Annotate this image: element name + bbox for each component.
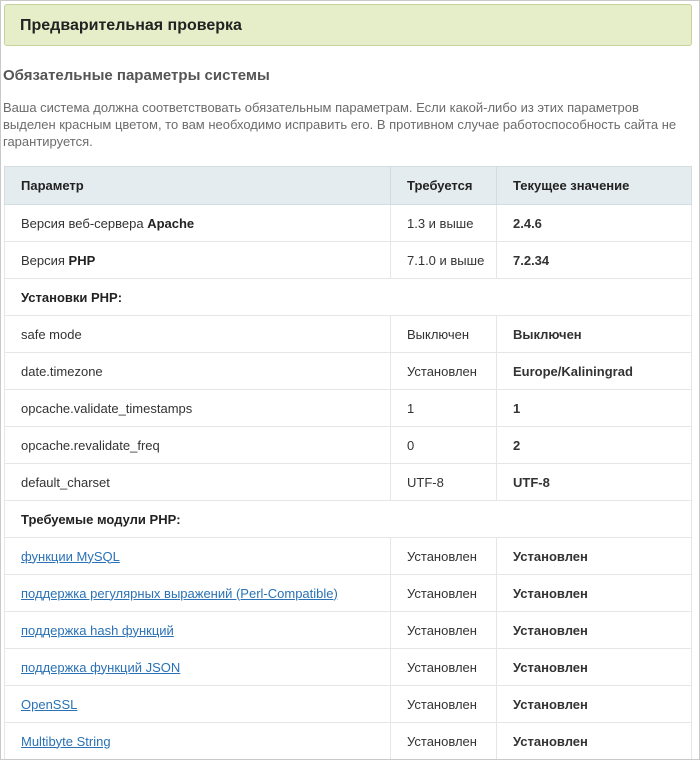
group-row-php-modules xyxy=(5,501,692,538)
current-value-cell: 7.2.34 xyxy=(497,242,692,279)
param-cell: date.timezone xyxy=(5,353,391,390)
param-cell xyxy=(5,649,391,686)
module-link-mbstring[interactable]: Multibyte String xyxy=(21,733,111,749)
current-value-cell: Установлен xyxy=(497,538,692,575)
column-header-required: Требуется xyxy=(391,167,497,205)
required-cell: Установлен xyxy=(391,612,497,649)
table-row xyxy=(5,464,692,501)
param-cell xyxy=(5,723,391,760)
current-value-cell: Установлен xyxy=(497,575,692,612)
table-row xyxy=(5,316,692,353)
page-header-bar xyxy=(4,4,692,46)
param-label-prefix: Версия xyxy=(21,252,69,268)
page-title: Предварительная проверка xyxy=(20,17,242,34)
required-cell: Установлен xyxy=(391,575,497,612)
param-cell xyxy=(5,242,391,279)
requirements-table xyxy=(4,166,692,760)
required-cell: Выключен xyxy=(391,316,497,353)
required-cell: 0 xyxy=(391,427,497,464)
table-row xyxy=(5,390,692,427)
table-row xyxy=(5,686,692,723)
current-value-cell: Europe/Kaliningrad xyxy=(497,353,692,390)
required-cell: Установлен xyxy=(391,686,497,723)
current-value-cell-error: 2 xyxy=(497,427,692,464)
module-link-hash[interactable]: поддержка hash функций xyxy=(21,622,174,638)
param-cell: default_charset xyxy=(5,464,391,501)
current-value-cell: UTF-8 xyxy=(497,464,692,501)
param-cell: opcache.revalidate_freq xyxy=(5,427,391,464)
table-row xyxy=(5,723,692,760)
table-row xyxy=(5,649,692,686)
required-cell: Установлен xyxy=(391,353,497,390)
current-value-cell: 2.4.6 xyxy=(497,205,692,242)
param-cell xyxy=(5,205,391,242)
required-cell: Установлен xyxy=(391,538,497,575)
table-row xyxy=(5,353,692,390)
table-row xyxy=(5,575,692,612)
section-title: Обязательные параметры системы xyxy=(3,67,270,84)
table-row xyxy=(5,612,692,649)
table-row-php xyxy=(5,242,692,279)
table-row xyxy=(5,427,692,464)
table-row-apache xyxy=(5,205,692,242)
param-cell xyxy=(5,575,391,612)
module-link-openssl[interactable]: OpenSSL xyxy=(21,696,78,712)
param-label-bold: PHP xyxy=(68,252,96,268)
table-row xyxy=(5,538,692,575)
param-cell: opcache.validate_timestamps xyxy=(5,390,391,427)
column-header-current: Текущее значение xyxy=(497,167,692,205)
required-cell: 1.3 и выше xyxy=(391,205,497,242)
current-value-cell: Установлен xyxy=(497,686,692,723)
required-cell: 7.1.0 и выше xyxy=(391,242,497,279)
group-heading: Требуемые модули PHP: xyxy=(5,501,692,538)
required-cell: Установлен xyxy=(391,723,497,760)
module-link-json[interactable]: поддержка функций JSON xyxy=(21,659,181,675)
param-cell xyxy=(5,686,391,723)
table-body xyxy=(5,205,692,760)
required-cell: UTF-8 xyxy=(391,464,497,501)
current-value-cell: 1 xyxy=(497,390,692,427)
group-row-php-settings xyxy=(5,279,692,316)
param-cell xyxy=(5,612,391,649)
table-header-row xyxy=(5,167,692,205)
current-value-cell: Установлен xyxy=(497,723,692,760)
required-cell: Установлен xyxy=(391,649,497,686)
module-link-mysql[interactable]: функции MySQL xyxy=(21,548,120,564)
param-label-prefix: Версия веб-сервера xyxy=(21,215,148,231)
section-description: Ваша система должна соответствовать обязательным параметрам. Если какой-либо из этих параметров выделен красным цветом, то вам необходимо исправить его. В противном случае работоспособность сайта не гарантируется. xyxy=(3,100,677,149)
required-cell: 1 xyxy=(391,390,497,427)
current-value-cell: Выключен xyxy=(497,316,692,353)
module-link-pcre[interactable]: поддержка регулярных выражений (Perl-Compatible) xyxy=(21,585,338,601)
param-cell: safe mode xyxy=(5,316,391,353)
current-value-cell: Установлен xyxy=(497,649,692,686)
param-cell xyxy=(5,538,391,575)
current-value-cell: Установлен xyxy=(497,612,692,649)
param-label-bold: Apache xyxy=(147,215,195,231)
column-header-parameter: Параметр xyxy=(5,167,391,205)
group-heading: Установки PHP: xyxy=(5,279,692,316)
